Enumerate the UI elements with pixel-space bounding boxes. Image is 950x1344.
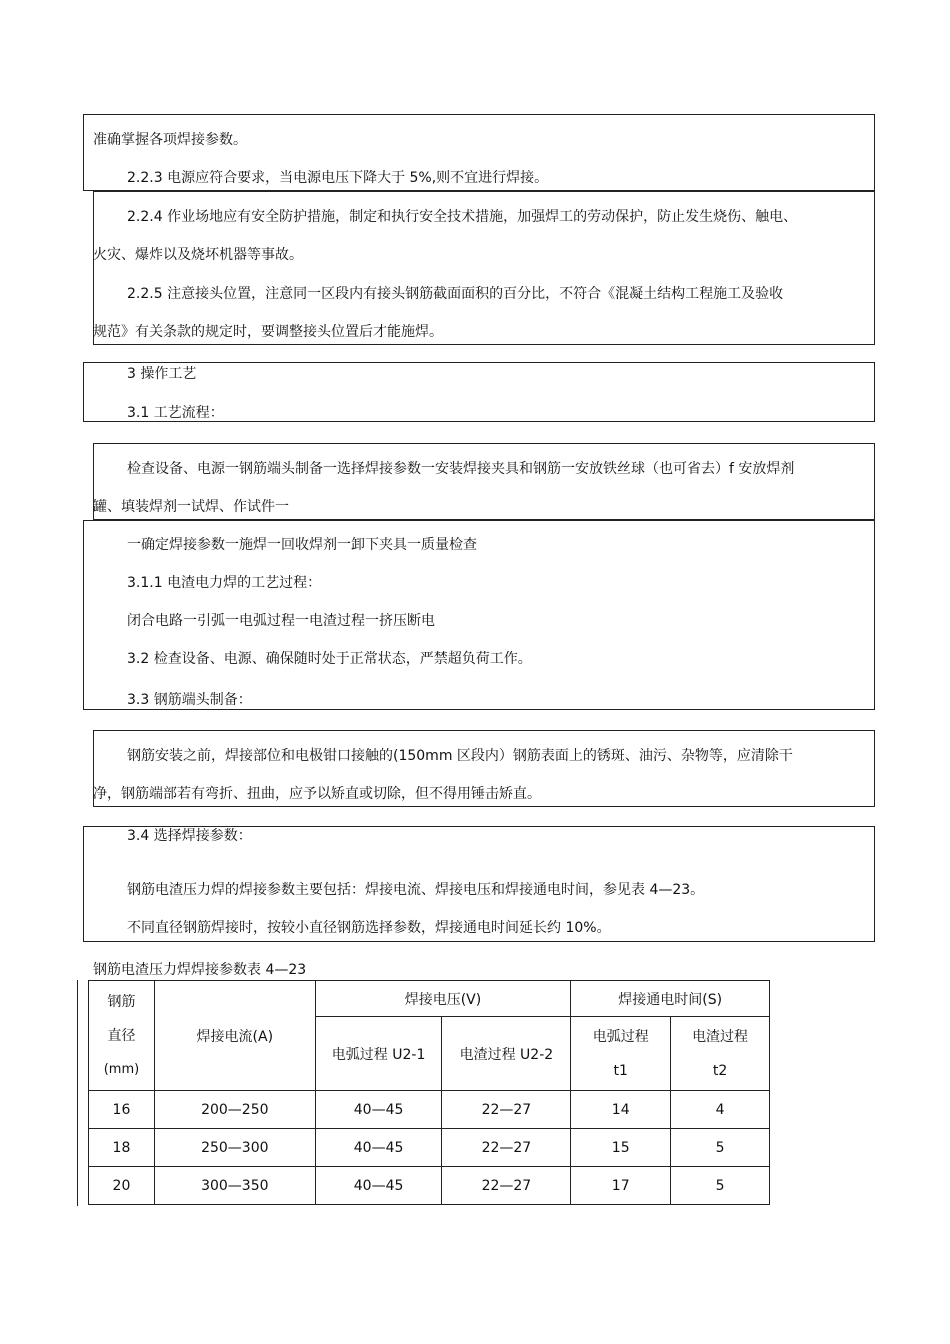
cell-arc-time: 17 (571, 1167, 671, 1205)
cell-current: 300—350 (154, 1167, 315, 1205)
cell-current: 250—300 (154, 1129, 315, 1167)
cell-arc-voltage: 40—45 (315, 1167, 442, 1205)
paragraph-line: 3.1.1 电渣电力焊的工艺过程： (127, 575, 322, 591)
cell-slag-time: 5 (671, 1129, 770, 1167)
table-row (89, 1091, 770, 1129)
paragraph-line: 净，钢筋端部若有弯折、扭曲，应予以矫直或切除，但不得用锤击矫直。 (93, 786, 541, 802)
cell-diameter: 20 (89, 1167, 155, 1205)
section-heading: 3.1 工艺流程： (127, 405, 224, 421)
section-heading: 3.4 选择焊接参数： (127, 828, 252, 844)
paragraph-line: 火灾、爆炸以及烧坏机器等事故。 (93, 247, 303, 263)
paragraph-line: 3.2 检查设备、电源、确保随时处于正常状态，严禁超负荷工作。 (127, 651, 532, 667)
paragraph-line: 钢筋电渣压力焊的焊接参数主要包括：焊接电流、焊接电压和焊接通电时间，参见表 4—23。 (127, 882, 705, 898)
welding-parameter-table (88, 980, 770, 1205)
cell-diameter: 16 (89, 1091, 155, 1129)
cell-slag-voltage: 22—27 (442, 1091, 571, 1129)
header-diameter: 钢筋 直径 (mm) (89, 981, 155, 1091)
paragraph-line: 闭合电路一引弧一电弧过程一电渣过程一挤压断电 (127, 613, 435, 629)
cell-slag-voltage: 22—27 (442, 1167, 571, 1205)
section-heading: 3.3 钢筋端头制备： (127, 692, 252, 708)
table-row (89, 1129, 770, 1167)
cell-arc-time: 14 (571, 1091, 671, 1129)
cell-current: 200—250 (154, 1091, 315, 1129)
header-current: 焊接电流(A) (154, 981, 315, 1091)
cell-slag-time: 4 (671, 1091, 770, 1129)
table-row (89, 1167, 770, 1205)
paragraph-line: 一确定焊接参数一施焊一回收焊剂一卸下夹具一质量检查 (127, 537, 477, 553)
paragraph-line: 钢筋安装之前，焊接部位和电极钳口接触的(150mm 区段内）钢筋表面上的锈斑、油污、杂物等，应清除干 (127, 748, 793, 764)
cell-arc-voltage: 40—45 (315, 1091, 442, 1129)
paragraph-line: 2.2.5 注意接头位置，注意同一区段内有接头钢筋截面面积的百分比，不符合《混凝土结构工程施工及验收 (127, 286, 784, 302)
cell-arc-voltage: 40—45 (315, 1129, 442, 1167)
header-voltage: 焊接电压(V) (315, 981, 571, 1017)
paragraph-line: 不同直径钢筋焊接时，按较小直径钢筋选择参数，焊接通电时间延长约 10%。 (127, 920, 611, 936)
header-arc-voltage: 电弧过程 U2-1 (315, 1017, 442, 1091)
header-arc-time: 电弧过程 t1 (571, 1017, 671, 1091)
header-slag-time: 电渣过程 t2 (671, 1017, 770, 1091)
cell-slag-voltage: 22—27 (442, 1129, 571, 1167)
paragraph-line: 2.2.3 电源应符合要求，当电源电压下降大于 5%,则不宜进行焊接。 (127, 170, 549, 186)
cell-slag-time: 5 (671, 1167, 770, 1205)
header-time: 焊接通电时间(S) (571, 981, 770, 1017)
paragraph-line: 罐、填装焊剂一试焊、作试件一 (93, 499, 289, 515)
paragraph-line: 准确掌握各项焊接参数。 (93, 132, 247, 148)
section-heading: 3 操作工艺 (127, 366, 197, 382)
cell-diameter: 18 (89, 1129, 155, 1167)
cell-arc-time: 15 (571, 1129, 671, 1167)
margin-rule (77, 980, 78, 1206)
paragraph-line: 规范》有关条款的规定时，要调整接头位置后才能施焊。 (93, 324, 443, 340)
header-slag-voltage: 电渣过程 U2-2 (442, 1017, 571, 1091)
table-caption: 钢筋电渣压力焊焊接参数表 4—23 (93, 962, 307, 978)
paragraph-line: 检查设备、电源一钢筋端头制备一选择焊接参数一安装焊接夹具和钢筋一安放铁丝球（也可省去）f 安放焊剂 (127, 461, 795, 477)
paragraph-line: 2.2.4 作业场地应有安全防护措施，制定和执行安全技术措施，加强焊工的劳动保护，防止发生烧伤、触电、 (127, 209, 798, 225)
